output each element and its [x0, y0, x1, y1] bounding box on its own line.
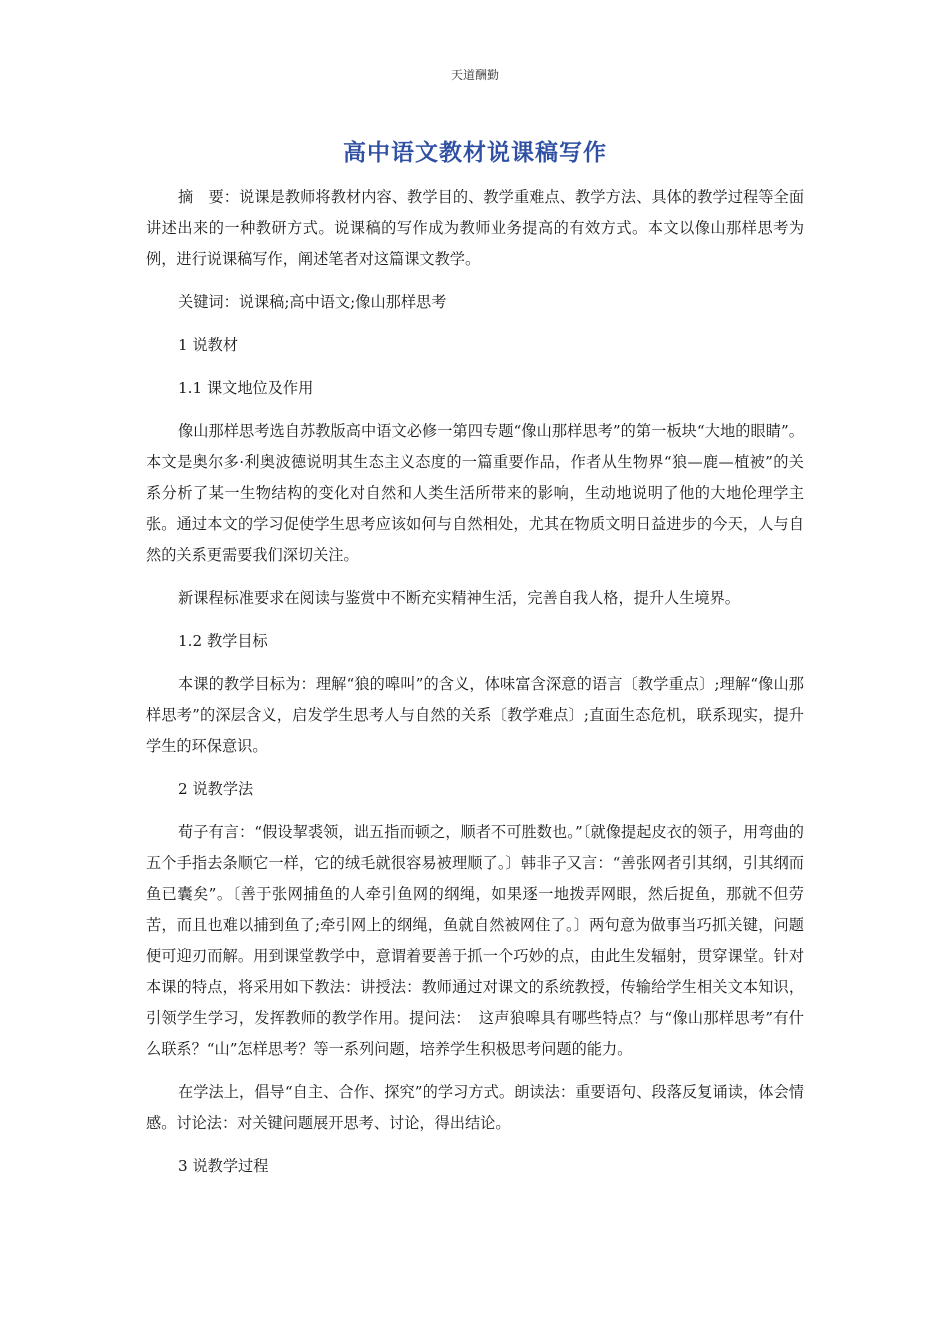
page-header: 天道酬勤	[450, 68, 499, 82]
document-body	[146, 182, 804, 1182]
subsection-heading: 1.2 教学目标	[178, 632, 268, 650]
body-paragraph: 像山那样思考选自苏教版高中语文必修一第四专题“像山那样思考”的第一板块“大地的眼睛”。本文是奥尔多·利奥波德说明其生态主义态度的一篇重要作品，作者从生物界“狼—鹿—植被”的关系分析了某一生物结构的变化对自然和人类生活所带来的影响，生动地说明了他的大地伦理学主张。通过本文的学习促使学生思考应该如何与自然相处，尤其在物质文明日益进步的今天，人与自然的关系更需要我们深切关注。	[146, 422, 804, 564]
document-title: 高中语文教材说课稿写作	[343, 140, 607, 166]
body-paragraph: 新课程标准要求在阅读与鉴赏中不断充实精神生活，完善自我人格，提升人生境界。	[178, 589, 740, 607]
subsection-heading: 1.1 课文地位及作用	[178, 379, 314, 397]
body-paragraph: 本课的教学目标为：理解“狼的嗥叫”的含义，体味富含深意的语言〔教学重点〕;理解“像山那样思考”的深层含义，启发学生思考人与自然的关系〔教学难点〕;直面生态危机，联系现实，提升学生的环保意识。	[146, 675, 804, 755]
body-paragraph: 荀子有言：“假设挈裘领，诎五指而顿之，顺者不可胜数也。”〔就像提起皮衣的领子，用弯曲的五个手指去条顺它一样，它的绒毛就很容易被理顺了。〕韩非子又言：“善张网者引其纲，引其纲而鱼已囊矣”。〔善于张网捕鱼的人牵引鱼网的纲绳，如果逐一地拨弄网眼，然后捉鱼，那就不但劳苦，而且也难以捕到鱼了;牵引网上的纲绳，鱼就自然被网住了。〕两句意为做事当巧抓关键，问题便可迎刃而解。用到课堂教学中，意谓着要善于抓一个巧妙的点，由此生发辐射，贯穿课堂。针对本课的特点，将采用如下教法：讲授法：教师通过对课文的系统教授，传输给学生相关文本知识，引领学生学习，发挥教师的教学作用。提问法： 这声狼嗥具有哪些特点？与“像山那样思考”有什么联系？“山”怎样思考？等一系列问题，培养学生积极思考问题的能力。	[146, 823, 804, 1058]
section-heading: 3 说教学过程	[178, 1157, 269, 1175]
section-heading: 1 说教材	[178, 336, 239, 354]
keywords-line: 关键词：说课稿;高中语文;像山那样思考	[178, 293, 447, 311]
section-heading: 2 说教学法	[178, 780, 254, 798]
body-paragraph: 在学法上，倡导“自主、合作、探究”的学习方式。朗读法：重要语句、段落反复诵读，体会情感。讨论法：对关键问题展开思考、讨论，得出结论。	[146, 1083, 804, 1132]
abstract-paragraph: 摘 要：说课是教师将教材内容、教学目的、教学重难点、教学方法、具体的教学过程等全面讲述出来的一种教研方式。说课稿的写作成为教师业务提高的有效方式。本文以像山那样思考为例，进行说课稿写作，阐述笔者对这篇课文教学。	[146, 188, 804, 268]
